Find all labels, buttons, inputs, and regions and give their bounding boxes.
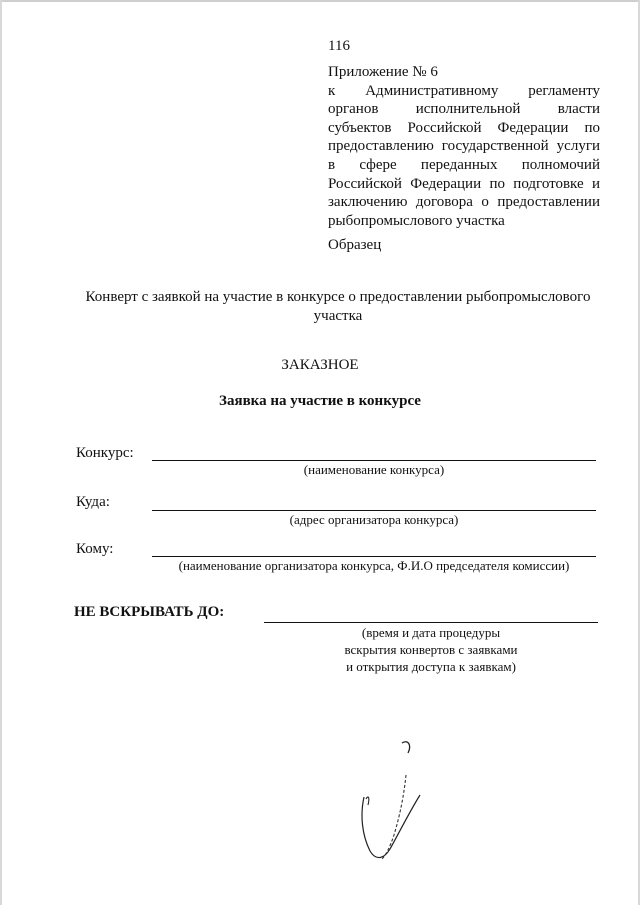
registered-label: ЗАКАЗНОЕ [281, 357, 359, 373]
appendix-body: к Административному регламенту органов исполнительной власти субъектов Российской Федерации по предоставлению государственной услуги в сфере переданных полномочий Российской Федерации по подготовке и заключению договора о предоставлении рыбопромыслового участка [328, 82, 600, 229]
open-caption-line: и открытия доступа к заявкам) [346, 659, 516, 674]
sample-label: Образец [328, 237, 382, 253]
contest-caption: (наименование конкурса) [303, 462, 445, 477]
contest-label: Конкурс: [76, 445, 134, 461]
open-caption-line: вскрытия конвертов с заявками [344, 642, 518, 657]
to-where-field-line[interactable] [152, 510, 596, 511]
open-caption-line: (время и дата процедуры [361, 625, 501, 640]
appendix-title: Приложение № 6 [328, 64, 438, 80]
open-datetime-caption [264, 624, 598, 675]
signature-icon [350, 735, 440, 870]
to-where-label: Куда: [76, 494, 110, 510]
do-not-open-label: НЕ ВСКРЫВАТЬ ДО: [74, 604, 225, 620]
envelope-title: Конверт с заявкой на участие в конкурсе о предоставлении рыбопромыслового участка [85, 289, 591, 324]
to-whom-field-line[interactable] [152, 556, 596, 557]
page-edge-top [0, 0, 640, 2]
to-whom-label: Кому: [76, 541, 114, 557]
open-datetime-line[interactable] [264, 622, 598, 623]
contest-field-line[interactable] [152, 460, 596, 461]
to-whom-caption: (наименование организатора конкурса, Ф.И.О председателя комиссии) [178, 558, 570, 573]
page-edge-left [0, 0, 2, 905]
to-where-caption: (адрес организатора конкурса) [289, 512, 459, 527]
page-number: 116 [328, 38, 350, 54]
appendix-block [328, 63, 600, 230]
application-heading: Заявка на участие в конкурсе [219, 393, 421, 409]
